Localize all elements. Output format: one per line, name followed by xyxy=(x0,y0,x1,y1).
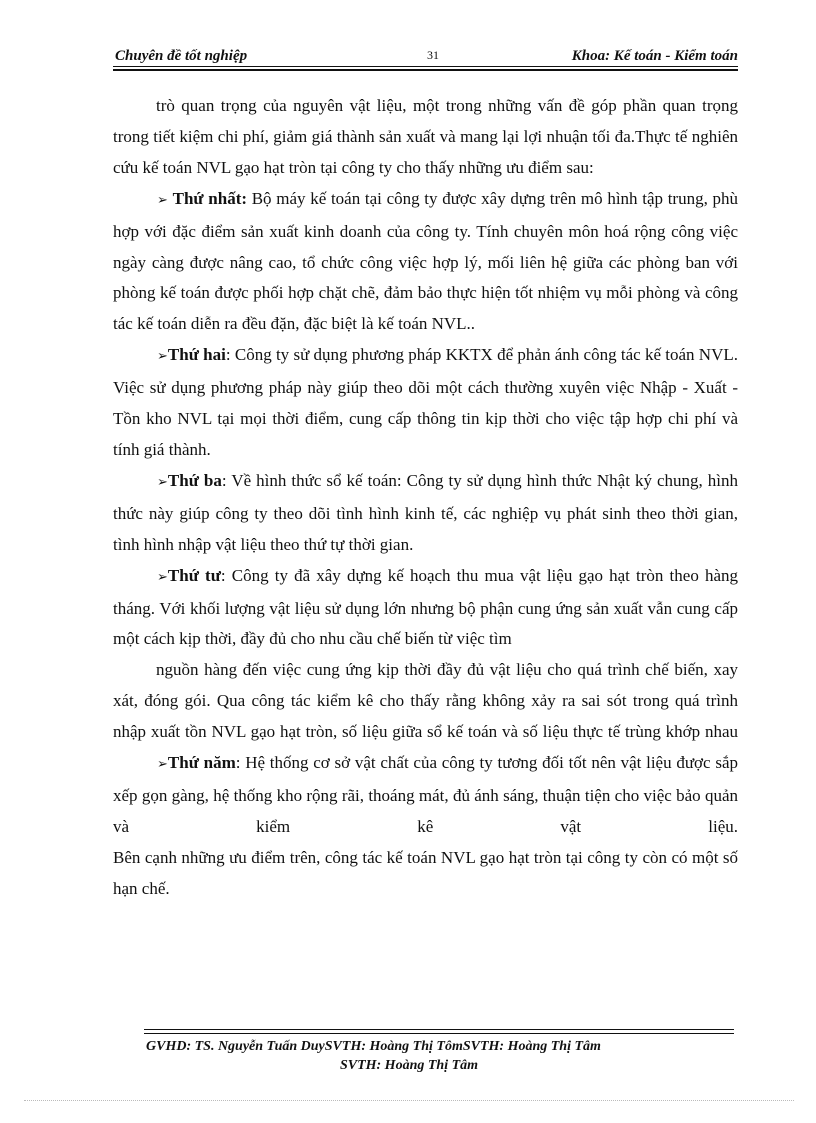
header-divider-thick xyxy=(113,69,738,71)
document-body xyxy=(113,91,738,905)
point-label: Thứ ba xyxy=(167,470,222,490)
arrow-bullet-icon: ➢ xyxy=(157,757,168,773)
point-text: : Công ty sử dụng phương pháp KKTX để phản ánh công tác kế toán NVL. Việc sử dụng phương pháp này giúp theo dõi một cách thường xuyên việc Nhập - Xuất - Tồn kho NVL tại mọi thời điểm, cung cấp thông tin kịp thời cho việc tập hợp chi phí và tính giá thành. xyxy=(113,345,738,459)
arrow-bullet-icon: ➢ xyxy=(157,474,168,490)
paragraph-intro: trò quan trọng của nguyên vật liệu, một trong những vấn đề góp phần quan trọng trong tiết kiệm chi phí, giảm giá thành sản xuất và mang lại lợi nhuận tối đa.Thực tế nghiên cứu kế toán NVL gạo hạt tròn tại công ty cho thấy những ưu điểm sau: xyxy=(113,96,738,177)
arrow-bullet-icon: ➢ xyxy=(157,192,168,208)
page-footer xyxy=(144,1037,734,1075)
page-header xyxy=(113,46,738,68)
point-text: : Công ty đã xây dựng kế hoạch thu mua vật liệu gạo hạt tròn theo hàng tháng. Với khối lượng vật liệu sử dụng lớn nhưng bộ phận cung ứng sản xuất vẫn cung cấp một cách kịp thời, đầy đủ cho nhu cầu chế biến từ việc tìm xyxy=(113,565,738,649)
footer-divider xyxy=(144,1029,734,1030)
footer-line-2: SVTH: Hoàng Thị Tâm xyxy=(339,1058,479,1073)
point-label: Thứ năm xyxy=(167,753,236,773)
header-divider xyxy=(113,66,738,67)
header-left-title: Chuyên đề tốt nghiệp xyxy=(115,48,248,64)
paragraph-fourth-continued: nguồn hàng đến việc cung ứng kịp thời đầy đủ vật liệu cho quá trình chế biến, xay xát, đóng gói. Qua công tác kiểm kê cho thấy rằng không xảy ra sai sót trong quá trình nhập xuất tồn NVL gạo hạt tròn, số liệu giữa sổ kế toán và số liệu thực tế trùng khớp nhau xyxy=(113,660,738,742)
footer-divider-second xyxy=(144,1033,734,1034)
arrow-bullet-icon: ➢ xyxy=(157,349,168,365)
footer-line-1: GVHD: TS. Nguyễn Tuấn DuySVTH: Hoàng Thị TômSVTH: Hoàng Thị Tâm xyxy=(146,1039,601,1054)
paragraph-fourth-point xyxy=(113,561,738,656)
paragraph-third-point xyxy=(113,466,738,561)
page-number: 31 xyxy=(427,48,439,62)
point-label: Thứ nhất: xyxy=(172,188,248,208)
paragraph-first-point xyxy=(113,184,738,341)
point-label: Thứ hai xyxy=(167,345,226,365)
point-label: Thứ tư xyxy=(167,565,221,585)
header-right-title: Khoa: Kế toán - Kiểm toán xyxy=(571,48,738,64)
arrow-bullet-icon: ➢ xyxy=(157,569,168,585)
point-text: : Hệ thống cơ sở vật chất của công ty tương đối tốt nên vật liệu được sắp xếp gọn gàng, hệ thống kho rộng rãi, thoáng mát, đủ ánh sáng, thuận tiện cho việc bảo quản và kiểm kê vật liệu. xyxy=(113,753,738,836)
paragraph-conclusion: Bên cạnh những ưu điểm trên, công tác kế toán NVL gạo hạt tròn tại công ty còn có một số hạn chế. xyxy=(113,847,738,898)
point-text: : Về hình thức sổ kế toán: Công ty sử dụng hình thức Nhật ký chung, hình thức này giúp công ty theo dõi tình hình kinh tế, các nghiệp vụ phát sinh theo thời gian, tình hình nhập vật liệu theo thứ tự thời gian. xyxy=(113,470,739,554)
point-text: Bộ máy kế toán tại công ty được xây dựng trên mô hình tập trung, phù hợp với đặc điểm sản xuất kinh doanh của công ty. Tính chuyên môn hoá rộng công việc ngày càng được nâng cao, tổ chức công việc hợp lý, mối liên hệ giữa các phòng ban với phòng kế toán được phối hợp chặt chẽ, đảm bảo thực hiện tốt nhiệm vụ mỗi phòng và công tác kế toán diễn ra đều đặn, đặc biệt là kế toán NVL.. xyxy=(113,188,739,334)
paragraph-second-point xyxy=(113,340,738,466)
page-bottom-edge xyxy=(24,1100,794,1101)
paragraph-fifth-point xyxy=(113,748,738,843)
